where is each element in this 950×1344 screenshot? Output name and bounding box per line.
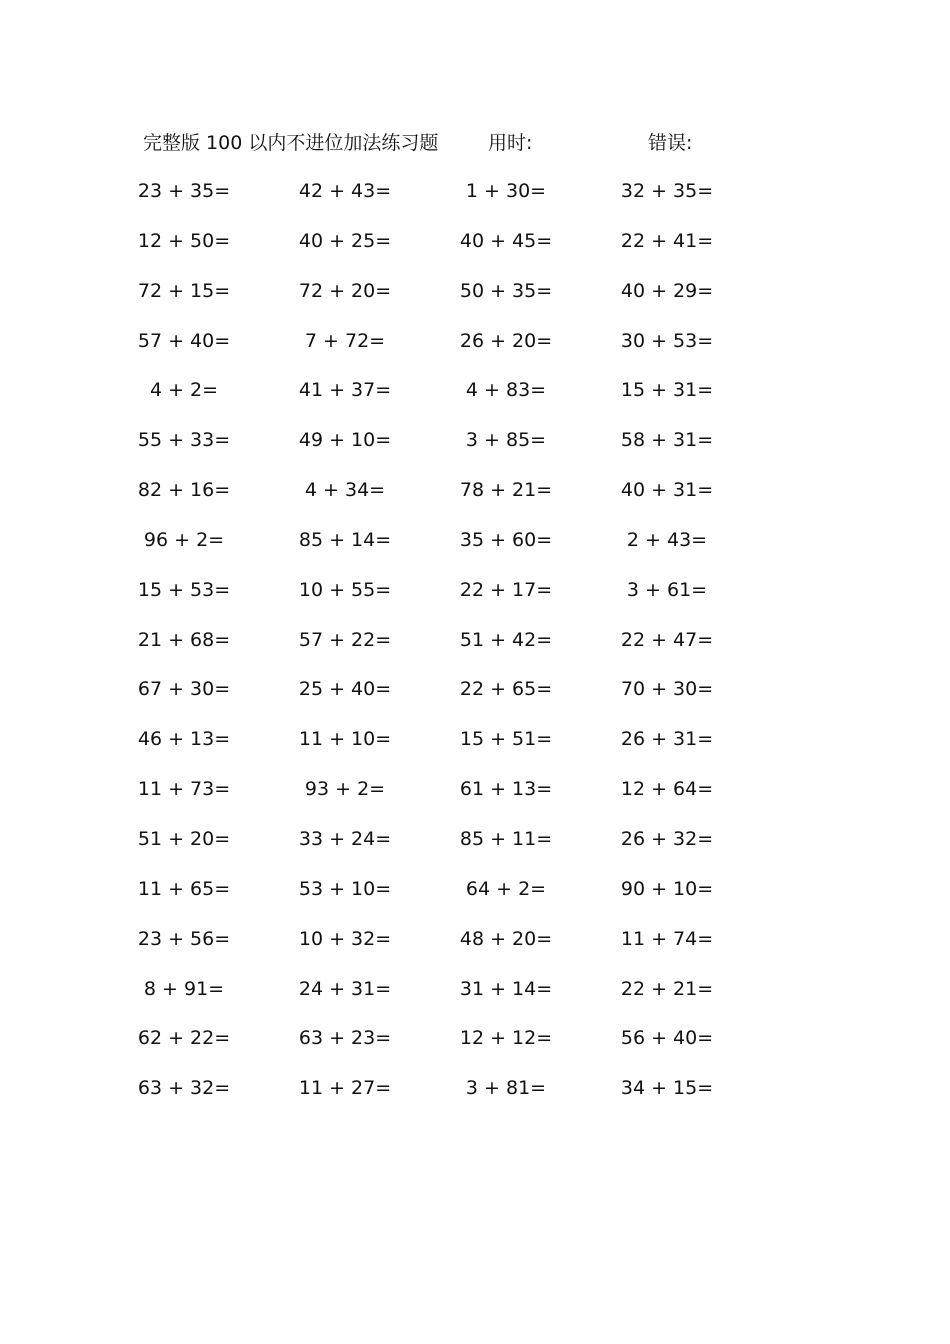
addition-problem: 40 + 31= [620, 479, 714, 502]
worksheet-header [0, 128, 950, 158]
addition-problem: 50 + 35= [459, 279, 553, 302]
problem-row [0, 874, 950, 924]
problem-row [0, 176, 950, 226]
problem-row [0, 974, 950, 1024]
addition-problem: 72 + 20= [298, 279, 392, 302]
addition-problem: 31 + 14= [459, 977, 553, 1000]
problem-row [0, 774, 950, 824]
addition-problem: 4 + 83= [465, 379, 547, 402]
addition-problem: 82 + 16= [137, 479, 231, 502]
addition-problem: 7 + 72= [304, 329, 386, 352]
problem-row [0, 375, 950, 425]
addition-problem: 56 + 40= [620, 1027, 714, 1050]
addition-problem: 4 + 34= [304, 479, 386, 502]
addition-problem: 49 + 10= [298, 429, 392, 452]
addition-problem: 12 + 50= [137, 229, 231, 252]
time-label: 用时: [488, 132, 533, 154]
problem-row [0, 326, 950, 376]
problem-row [0, 1023, 950, 1073]
addition-problem: 51 + 20= [137, 827, 231, 850]
addition-problem: 22 + 47= [620, 628, 714, 651]
problem-row [0, 575, 950, 625]
problem-row [0, 475, 950, 525]
addition-problem: 2 + 43= [626, 528, 708, 551]
addition-problem: 3 + 81= [465, 1077, 547, 1100]
addition-problem: 78 + 21= [459, 479, 553, 502]
addition-problem: 15 + 51= [459, 728, 553, 751]
addition-problem: 40 + 25= [298, 229, 392, 252]
problem-row [0, 625, 950, 675]
problem-row [0, 525, 950, 575]
addition-problem: 21 + 68= [137, 628, 231, 651]
problem-row [0, 824, 950, 874]
addition-problem: 32 + 35= [620, 180, 714, 202]
addition-problem: 63 + 23= [298, 1027, 392, 1050]
problem-row [0, 276, 950, 326]
addition-problem: 53 + 10= [298, 877, 392, 900]
addition-problem: 11 + 10= [298, 728, 392, 751]
addition-problem: 64 + 2= [465, 877, 547, 900]
addition-problem: 15 + 31= [620, 379, 714, 402]
addition-problem: 41 + 37= [298, 379, 392, 402]
problem-row [0, 1073, 950, 1123]
addition-problem: 85 + 14= [298, 528, 392, 551]
addition-problem: 51 + 42= [459, 628, 553, 651]
addition-problem: 11 + 74= [620, 927, 714, 950]
addition-problem: 63 + 32= [137, 1077, 231, 1100]
addition-problem: 96 + 2= [143, 528, 225, 551]
addition-problem: 55 + 33= [137, 429, 231, 452]
addition-problem: 46 + 13= [137, 728, 231, 751]
addition-problem: 26 + 20= [459, 329, 553, 352]
addition-problem: 24 + 31= [298, 977, 392, 1000]
problem-grid [0, 176, 950, 1123]
addition-problem: 30 + 53= [620, 329, 714, 352]
addition-problem: 58 + 31= [620, 429, 714, 452]
addition-problem: 22 + 41= [620, 229, 714, 252]
addition-problem: 11 + 65= [137, 877, 231, 900]
addition-problem: 57 + 22= [298, 628, 392, 651]
addition-problem: 22 + 21= [620, 977, 714, 1000]
addition-problem: 42 + 43= [298, 180, 392, 202]
worksheet-title: 完整版 100 以内不进位加法练习题 [143, 132, 439, 154]
addition-problem: 25 + 40= [298, 678, 392, 701]
addition-problem: 12 + 64= [620, 778, 714, 801]
addition-problem: 10 + 32= [298, 927, 392, 950]
addition-problem: 26 + 32= [620, 827, 714, 850]
addition-problem: 67 + 30= [137, 678, 231, 701]
addition-problem: 90 + 10= [620, 877, 714, 900]
addition-problem: 3 + 61= [626, 578, 708, 601]
addition-problem: 8 + 91= [143, 977, 225, 1000]
addition-problem: 61 + 13= [459, 778, 553, 801]
addition-problem: 11 + 73= [137, 778, 231, 801]
problem-row [0, 724, 950, 774]
addition-problem: 48 + 20= [459, 927, 553, 950]
problem-row [0, 425, 950, 475]
addition-problem: 70 + 30= [620, 678, 714, 701]
error-label: 错误: [648, 132, 693, 154]
addition-problem: 40 + 45= [459, 229, 553, 252]
addition-problem: 26 + 31= [620, 728, 714, 751]
addition-problem: 62 + 22= [137, 1027, 231, 1050]
addition-problem: 34 + 15= [620, 1077, 714, 1100]
addition-problem: 11 + 27= [298, 1077, 392, 1100]
addition-problem: 4 + 2= [149, 379, 219, 402]
problem-row [0, 924, 950, 974]
addition-problem: 22 + 17= [459, 578, 553, 601]
addition-problem: 22 + 65= [459, 678, 553, 701]
addition-problem: 40 + 29= [620, 279, 714, 302]
addition-problem: 57 + 40= [137, 329, 231, 352]
addition-problem: 33 + 24= [298, 827, 392, 850]
addition-problem: 23 + 56= [137, 927, 231, 950]
addition-problem: 15 + 53= [137, 578, 231, 601]
addition-problem: 12 + 12= [459, 1027, 553, 1050]
addition-problem: 23 + 35= [137, 180, 231, 202]
addition-problem: 35 + 60= [459, 528, 553, 551]
addition-problem: 1 + 30= [465, 180, 547, 202]
addition-problem: 72 + 15= [137, 279, 231, 302]
addition-problem: 93 + 2= [304, 778, 386, 801]
problem-row [0, 226, 950, 276]
addition-problem: 85 + 11= [459, 827, 553, 850]
addition-problem: 10 + 55= [298, 578, 392, 601]
addition-problem: 3 + 85= [465, 429, 547, 452]
problem-row [0, 674, 950, 724]
